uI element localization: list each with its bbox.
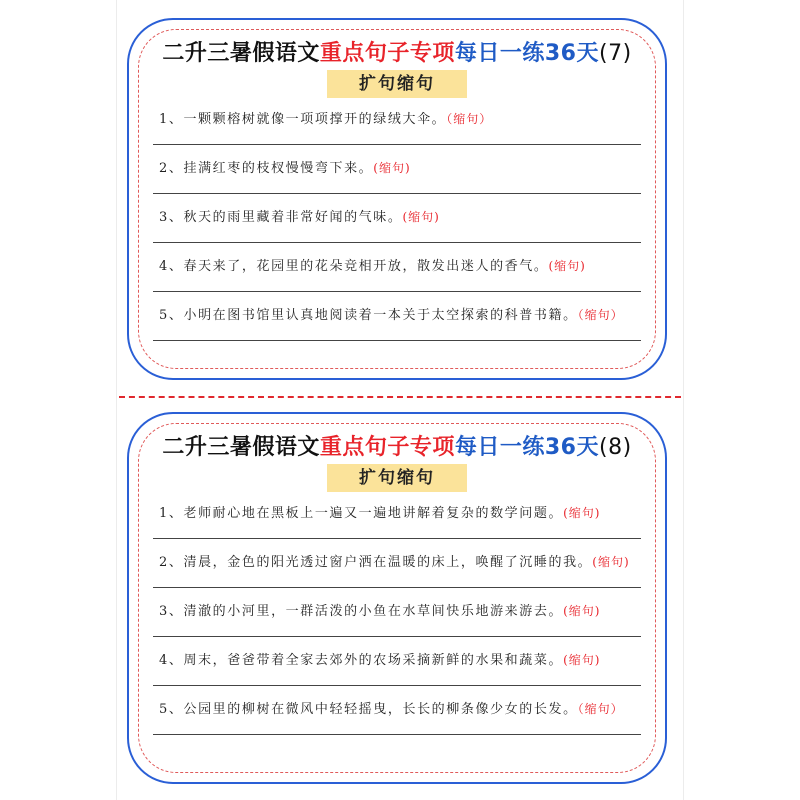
section-badge: 扩句缩句 xyxy=(327,70,467,98)
question-sentence: 2、挂满红枣的枝杈慢慢弯下来。 xyxy=(159,161,374,176)
question-sentence: 1、一颗颗榕树就像一项项撑开的绿绒大伞。 xyxy=(159,112,447,127)
question-text xyxy=(159,255,586,274)
question-text xyxy=(159,304,624,323)
answer-line[interactable] xyxy=(153,538,641,539)
question-sentence: 4、周末，爸爸带着全家去郊外的农场采摘新鲜的水果和蔬菜。 xyxy=(159,653,564,668)
question-hint: (缩句) xyxy=(563,604,601,618)
question-hint: (缩句) xyxy=(563,653,601,667)
question-item xyxy=(159,255,635,304)
card-title xyxy=(129,430,665,461)
cut-line-divider xyxy=(119,396,681,398)
question-list xyxy=(159,108,635,353)
answer-line[interactable] xyxy=(153,340,641,341)
question-item xyxy=(159,206,635,255)
question-hint: (缩句) xyxy=(563,506,601,520)
question-sentence: 3、清澈的小河里，一群活泼的小鱼在水草间快乐地游来游去。 xyxy=(159,604,564,619)
question-list xyxy=(159,502,635,747)
question-item xyxy=(159,698,635,747)
question-hint: (缩句) xyxy=(373,161,411,175)
question-sentence: 3、秋天的雨里藏着非常好闻的气味。 xyxy=(159,210,403,225)
answer-line[interactable] xyxy=(153,587,641,588)
question-text xyxy=(159,551,630,570)
question-item xyxy=(159,600,635,649)
question-hint: (缩句) xyxy=(402,210,440,224)
title-part-grade: 二升三暑假语文 xyxy=(162,435,320,460)
question-hint: （缩句） xyxy=(577,308,624,322)
question-sentence: 1、老师耐心地在黑板上一遍又一遍地讲解着复杂的数学问题。 xyxy=(159,506,564,521)
question-text xyxy=(159,698,624,717)
question-text xyxy=(159,600,600,619)
card-title xyxy=(129,36,665,67)
question-sentence: 5、公园里的柳树在微风中轻轻摇曳，长长的柳条像少女的长发。 xyxy=(159,702,578,717)
question-text xyxy=(159,108,492,127)
answer-line[interactable] xyxy=(153,636,641,637)
question-item xyxy=(159,108,635,157)
title-part-topic: 重点句子专项 xyxy=(319,41,455,66)
title-part-daily: 每日一练36天 xyxy=(454,41,599,66)
question-item xyxy=(159,551,635,600)
answer-line[interactable] xyxy=(153,734,641,735)
question-item xyxy=(159,304,635,353)
title-part-topic: 重点句子专项 xyxy=(319,435,455,460)
question-item xyxy=(159,649,635,698)
question-text xyxy=(159,502,600,521)
question-hint: （缩句） xyxy=(577,702,624,716)
title-part-daily: 每日一练36天 xyxy=(454,435,599,460)
section-badge: 扩句缩句 xyxy=(327,464,467,492)
question-hint: (缩句) xyxy=(548,259,586,273)
question-item xyxy=(159,502,635,551)
exercise-card-8 xyxy=(127,412,667,784)
question-item xyxy=(159,157,635,206)
question-text xyxy=(159,157,411,176)
question-sentence: 2、清晨，金色的阳光透过窗户洒在温暖的床上，唤醒了沉睡的我。 xyxy=(159,555,593,570)
title-part-number: (7) xyxy=(598,41,632,66)
question-sentence: 5、小明在图书馆里认真地阅读着一本关于太空探索的科普书籍。 xyxy=(159,308,578,323)
exercise-card-7 xyxy=(127,18,667,380)
answer-line[interactable] xyxy=(153,685,641,686)
question-hint: (缩句) xyxy=(592,555,630,569)
question-hint: （缩句） xyxy=(446,112,493,126)
answer-line[interactable] xyxy=(153,144,641,145)
answer-line[interactable] xyxy=(153,193,641,194)
worksheet-page xyxy=(117,0,683,800)
question-text xyxy=(159,649,600,668)
answer-line[interactable] xyxy=(153,242,641,243)
title-part-grade: 二升三暑假语文 xyxy=(162,41,320,66)
question-text xyxy=(159,206,440,225)
title-part-number: (8) xyxy=(598,435,632,460)
answer-line[interactable] xyxy=(153,291,641,292)
question-sentence: 4、春天来了，花园里的花朵竞相开放，散发出迷人的香气。 xyxy=(159,259,549,274)
